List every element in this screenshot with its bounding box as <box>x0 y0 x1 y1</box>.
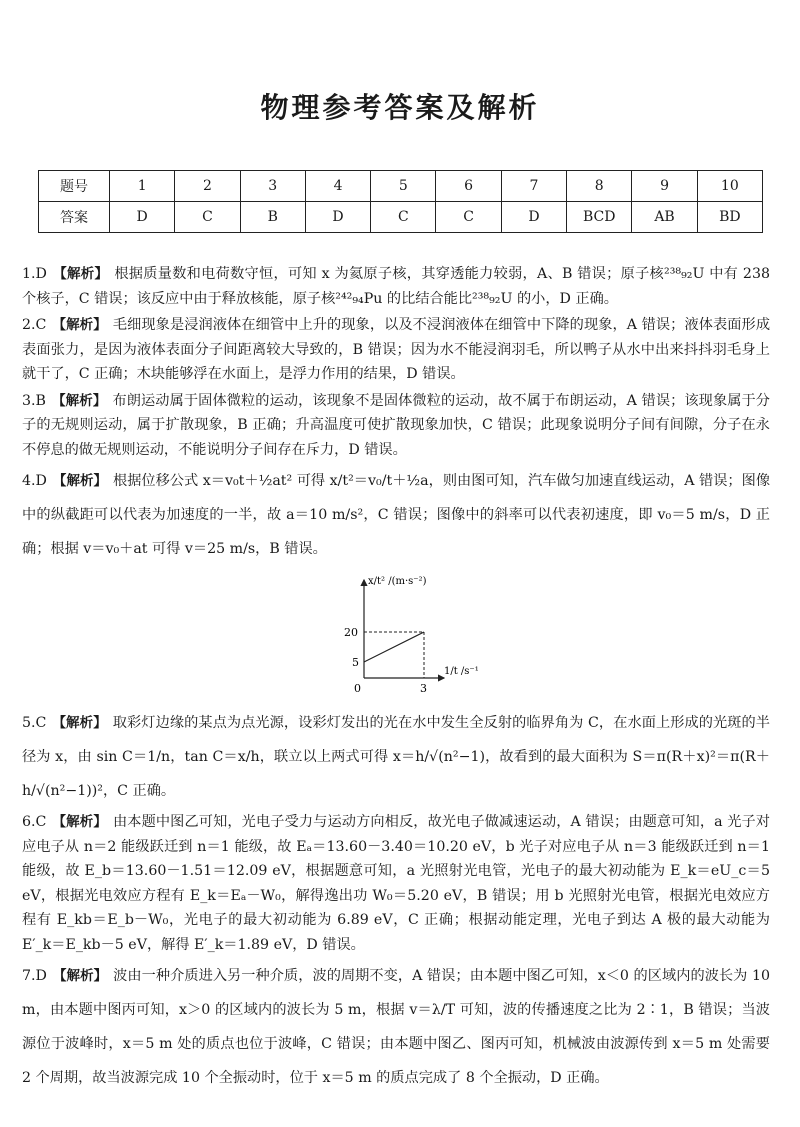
y-tick-5: 5 <box>352 656 359 669</box>
question-number-cell: 5 <box>371 171 436 202</box>
row-header-number: 题号 <box>39 171 110 202</box>
item-number: 2.C <box>22 317 47 333</box>
question-number-cell: 6 <box>436 171 501 202</box>
origin-label: 0 <box>354 682 361 695</box>
explanations <box>22 262 770 1095</box>
analysis-tag: 【解析】 <box>52 968 108 984</box>
row-header-answer: 答案 <box>39 202 110 233</box>
y-axis-label: x/t² /(m·s⁻²) <box>368 576 427 587</box>
explanation-item <box>22 262 770 311</box>
answer-cell: D <box>110 202 175 233</box>
answer-table-number-row <box>39 171 763 202</box>
item-text: 根据质量数和电荷数守恒，可知 x 为氦原子核，其穿透能力较弱，A、B 错误；原子核²³⁸₉₂U 中有 238 个核子，C 错误；该反应中由于释放核能，原子核²⁴²₉₄Pu 的比结合能比²³⁸₉₂U 的小，D 正确。 <box>22 266 771 307</box>
item-text: 波由一种介质进入另一种介质，波的周期不变，A 错误；由本题中图乙可知，x＜0 的区域内的波长为 10 m，由本题中图丙可知，x＞0 的区域内的波长为 5 m，根据 v＝λ/T 可知，波的传播速度之比为 2∶1，B 错误；当波源位于波峰时，x＝5 m 处的质点也位于波峰，C 错误；由本题中图乙、图丙可知，机械波由波源传到 x＝5 m 处需要 2 个周期，故当波源完成 10 个全振动时，位于 x＝5 m 的质点完成了 8 个全振动，D 正确。 <box>22 968 771 1086</box>
x-axis-label: 1/t /s⁻¹ <box>444 666 479 677</box>
item-number: 4.D <box>22 473 47 489</box>
data-line <box>364 632 424 662</box>
answer-cell: B <box>240 202 305 233</box>
analysis-tag: 【解析】 <box>52 473 107 489</box>
answer-table-answer-row <box>39 202 763 233</box>
y-tick-20: 20 <box>344 626 358 639</box>
explanation-item <box>22 313 770 387</box>
item-text: 布朗运动属于固体微粒的运动，该现象不是固体微粒的运动，故不属于布朗运动，A 错误；该现象属于分子的无规则运动，属于扩散现象，B 正确；升高温度可使扩散现象加快，C 错误；此现象说明分子间有间隙，分子在永不停息的做无规则运动，不能说明分子间存在斥力，D 错误。 <box>22 392 770 458</box>
question-number-cell: 3 <box>240 171 305 202</box>
item-number: 5.C <box>22 715 47 731</box>
analysis-tag: 【解析】 <box>52 266 109 282</box>
answer-table <box>38 170 763 233</box>
graph-figure <box>22 566 770 706</box>
item-number: 1.D <box>22 266 47 282</box>
analysis-tag: 【解析】 <box>51 392 107 409</box>
answer-cell: D <box>501 202 566 233</box>
explanation-item <box>22 810 770 957</box>
xt2-vs-1t-graph <box>340 570 480 700</box>
answer-cell: BCD <box>567 202 632 233</box>
page-title: 物理参考答案及解析 <box>260 91 540 124</box>
analysis-tag: 【解析】 <box>52 814 107 830</box>
item-text: 根据位移公式 x＝v₀t＋½at² 可得 x/t²＝v₀/t＋½a，则由图可知，汽车做匀加速直线运动，A 错误；图像中的纵截距可以代表为加速度的一半，故 a＝10 m/s²，C 错误；图像中的斜率可以代表初速度，即 v₀＝5 m/s，D 正确；根据 v＝v₀＋at 可得 v＝25 m/s，B 错误。 <box>22 473 771 557</box>
question-number-cell: 9 <box>632 171 697 202</box>
question-number-cell: 1 <box>110 171 175 202</box>
analysis-tag: 【解析】 <box>52 715 107 731</box>
x-tick-3: 3 <box>420 682 427 695</box>
question-number-cell: 7 <box>501 171 566 202</box>
item-text: 由本题中图乙可知，光电子受力与运动方向相反，故光电子做减速运动，A 错误；由题意可知，a 光子对应电子从 n＝2 能级跃迁到 n＝1 能级，故 Eₐ＝13.60－3.40＝10.20 eV，b 光子对应电子从 n＝3 能级跃迁到 n＝1 能级，故 E_b＝13.60－1.51＝12.09 eV，根据题意可知，a 光照射光电管，光电子的最大初动能为 E_k＝eU_c＝5 eV，根据光电效应方程有 E_k＝Eₐ－W₀，解得逸出功 W₀＝5.20 eV，B 错误；用 b 光照射光电管，根据光电效应方程有 E_kb＝E_b－W₀，光电子的最大初动能为 6.89 eV，C 正确；根据动能定理，光电子到达 A 极的最大动能为 E′_k＝E_kb－5 eV，解得 E′_k＝1.89 eV，D 错误。 <box>22 814 770 953</box>
answer-cell: C <box>175 202 240 233</box>
question-number-cell: 10 <box>697 171 762 202</box>
explanation-item <box>22 959 770 1095</box>
question-number-cell: 8 <box>567 171 632 202</box>
item-number: 7.D <box>22 968 47 984</box>
answer-cell: C <box>436 202 501 233</box>
question-number-cell: 4 <box>305 171 370 202</box>
answer-cell: BD <box>697 202 762 233</box>
analysis-tag: 【解析】 <box>52 317 107 333</box>
explanation-item <box>22 706 770 808</box>
item-text: 取彩灯边缘的某点为点光源，设彩灯发出的光在水中发生全反射的临界角为 C，在水面上形成的光斑的半径为 x，由 sin C＝1/n，tan C＝x/h，联立以上两式可得 x＝h/√(n²−1)，故看到的最大面积为 S＝π(R＋x)²＝π(R＋h/√(n²−1))²，C 正确。 <box>22 715 770 799</box>
item-text: 毛细现象是浸润液体在细管中上升的现象，以及不浸润液体在细管中下降的现象，A 错误；液体表面形成表面张力，是因为液体表面分子间距离较大导致的，B 错误；因为水不能浸润羽毛，所以鸭子从水中出来抖抖羽毛身上就干了，C 正确；木块能够浮在水面上，是浮力作用的结果，D 错误。 <box>22 317 771 382</box>
item-number: 6.C <box>22 814 47 830</box>
question-number-cell: 2 <box>175 171 240 202</box>
answer-cell: C <box>371 202 436 233</box>
explanation-item <box>22 389 770 463</box>
answer-cell: AB <box>632 202 697 233</box>
item-number: 3.B <box>22 392 46 409</box>
answer-cell: D <box>305 202 370 233</box>
explanation-item <box>22 464 770 566</box>
